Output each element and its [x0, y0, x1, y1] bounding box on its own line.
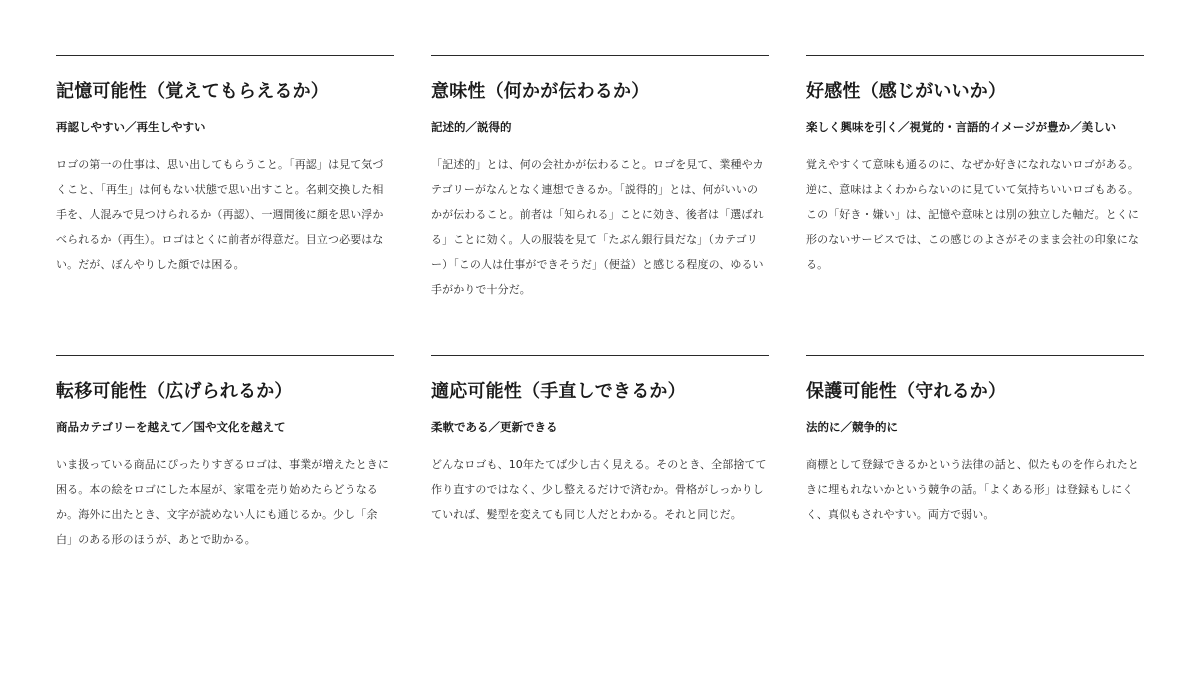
- card-title: 好感性（感じがいいか）: [806, 81, 1007, 102]
- criteria-grid: [56, 55, 1144, 655]
- card-body: 商標として登録できるかという法律の話と、似たものを作られたときに埋もれないかという競争の話。「よくある形」は登録もしにくく、真似もされやすい。両方で弱い。: [806, 458, 1139, 521]
- card-title: 意味性（何かが伝わるか）: [431, 81, 650, 102]
- card-title: 記憶可能性（覚えてもらえるか）: [56, 81, 329, 102]
- card-subtitle: 商品カテゴリーを越えて／国や文化を越えて: [56, 420, 286, 434]
- card-title: 適応可能性（手直しできるか）: [431, 381, 686, 402]
- card-subtitle: 柔軟である／更新できる: [431, 420, 558, 434]
- criterion-card-memorability: [56, 55, 394, 355]
- card-title: 転移可能性（広げられるか）: [56, 381, 293, 402]
- card-subtitle: 楽しく興味を引く／視覚的・言語的イメージが豊か／美しい: [806, 120, 1117, 134]
- criterion-card-meaningfulness: [431, 55, 769, 355]
- criterion-card-transferability: [56, 355, 394, 655]
- criterion-card-likability: [806, 55, 1144, 355]
- card-subtitle: 再認しやすい／再生しやすい: [56, 120, 206, 134]
- card-body: どんなロゴも、10年たてば少し古く見える。そのとき、全部捨てて作り直すのではなく、少し整えるだけで済むか。骨格がしっかりしていれば、髪型を変えても同じ人だとわかる。それと同じだ。: [431, 458, 767, 521]
- card-title: 保護可能性（守れるか）: [806, 381, 1007, 402]
- card-subtitle: 法的に／競争的に: [806, 420, 898, 434]
- card-body: 覚えやすくて意味も通るのに、なぜか好きになれないロゴがある。逆に、意味はよくわからないのに見ていて気持ちいいロゴもある。この「好き・嫌い」は、記憶や意味とは別の独立した軸だ。とくに形のないサービスでは、この感じのよさがそのまま会社の印象になる。: [806, 158, 1139, 271]
- card-body: ロゴの第一の仕事は、思い出してもらうこと。「再認」は見て気づくこと、「再生」は何もない状態で思い出すこと。名刺交換した相手を、人混みで見つけられるか（再認）、一週間後に顔を思い浮かべられるか（再生）。ロゴはとくに前者が得意だ。目立つ必要はない。だが、ぼんやりした顔では困る。: [56, 158, 384, 271]
- criterion-card-adaptability: [431, 355, 769, 655]
- criterion-card-protectability: [806, 355, 1144, 655]
- card-subtitle: 記述的／説得的: [431, 120, 512, 134]
- card-body: いま扱っている商品にぴったりすぎるロゴは、事業が増えたときに困る。本の絵をロゴにした本屋が、家電を売り始めたらどうなるか。海外に出たとき、文字が読めない人にも通じるか。少し「余白」のある形のほうが、あとで助かる。: [56, 458, 389, 546]
- card-body: 「記述的」とは、何の会社かが伝わること。ロゴを見て、業種やカテゴリーがなんとなく連想できるか。「説得的」とは、何がいいのかが伝わること。前者は「知られる」ことに効き、後者は「選ばれる」ことに効く。人の服装を見て「たぶん銀行員だな」（カテゴリー）「この人は仕事ができそうだ」（便益）と感じる程度の、ゆるい手がかりで十分だ。: [431, 158, 764, 296]
